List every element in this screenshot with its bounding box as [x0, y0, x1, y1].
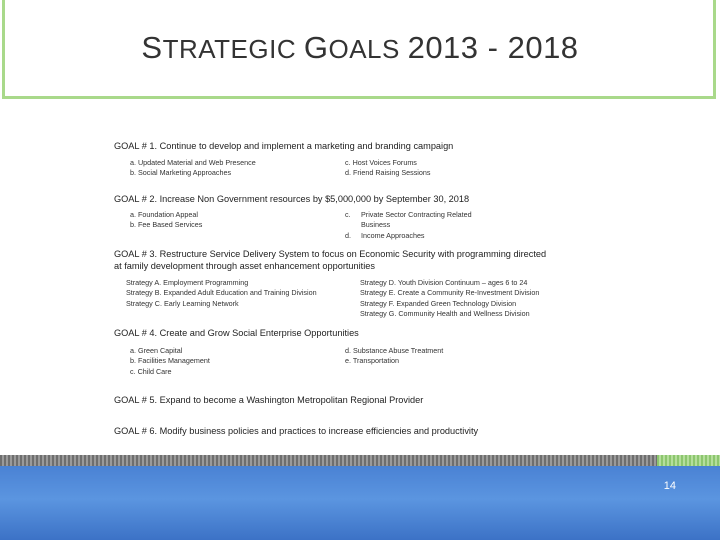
title-rest-1: TRATEGIC	[162, 34, 304, 64]
goal-4-heading: GOAL # 4. Create and Grow Social Enterprise Opportunities	[114, 328, 359, 338]
goal-2-right-list	[345, 210, 472, 241]
list-item: c. Child Care	[130, 366, 172, 376]
goal-5-heading: GOAL # 5. Expand to become a Washington Metropolitan Regional Provider	[114, 395, 424, 405]
list-item: a. Updated Material and Web Presence	[130, 158, 256, 167]
list-item: Strategy C. Early Learning Network	[126, 298, 239, 308]
list-label: c.	[345, 210, 351, 219]
goal-3-right-list	[360, 278, 539, 320]
page-number: 14	[663, 480, 676, 492]
title-cap-s: S	[141, 30, 163, 65]
list-item: c. Private Sector Contracting Related	[345, 210, 472, 219]
goal-3-heading-line-2: at family development through asset enhancement opportunities	[114, 261, 375, 271]
goal-1-heading: GOAL # 1. Continue to develop and implement a marketing and branding campaign	[114, 141, 454, 151]
list-item: b. Facilities Management	[130, 356, 210, 366]
list-item: a. Foundation Appeal	[130, 210, 198, 219]
title-cap-g: G	[303, 30, 329, 65]
footer-stripe	[0, 455, 720, 466]
footer-stripe-accent	[657, 455, 720, 466]
list-item: Strategy A. Employment Programming	[126, 278, 249, 287]
slide-title	[0, 30, 720, 66]
goal-3-left-list	[126, 278, 317, 309]
list-item: c. Host Voices Forums	[345, 158, 417, 167]
list-item: Strategy D. Youth Division Continuum – ages 6 to 24	[360, 278, 528, 287]
list-item: b. Fee Based Services	[130, 220, 203, 230]
list-item: a. Green Capital	[130, 346, 183, 355]
list-item: Strategy G. Community Health and Wellness Division	[360, 309, 530, 319]
goal-3-heading-line-1: GOAL # 3. Restructure Service Delivery System to focus on Economic Security with programming directed	[114, 249, 547, 259]
goal-2-left-list	[130, 210, 202, 231]
list-item: e. Transportation	[345, 356, 399, 366]
list-item: Strategy F. Expanded Green Technology Division	[360, 298, 517, 308]
list-item: d. Income Approaches	[345, 230, 425, 240]
list-item: Business	[361, 220, 391, 230]
title-years: 2013 - 2018	[407, 30, 579, 65]
goal-1-right-list	[345, 158, 431, 179]
list-item: d. Friend Raising Sessions	[345, 168, 431, 178]
title-rest-2: OALS	[328, 34, 408, 64]
goal-6-heading: GOAL # 6. Modify business policies and practices to increase efficiencies and productivity	[114, 426, 479, 436]
goal-1-left-list	[130, 158, 256, 179]
list-item: Strategy B. Expanded Adult Education and Training Division	[126, 288, 317, 298]
goal-3-heading	[114, 248, 594, 272]
list-item: b. Social Marketing Approaches	[130, 168, 232, 178]
list-item: d. Substance Abuse Treatment	[345, 346, 444, 355]
goal-4-right-list	[345, 346, 443, 367]
goal-4-left-list	[130, 346, 210, 377]
footer-band	[0, 466, 720, 540]
list-item: Strategy E. Create a Community Re-Investment Division	[360, 288, 540, 298]
goal-2-heading: GOAL # 2. Increase Non Government resources by $5,000,000 by September 30, 2018	[114, 194, 470, 204]
list-label: d.	[345, 230, 351, 240]
